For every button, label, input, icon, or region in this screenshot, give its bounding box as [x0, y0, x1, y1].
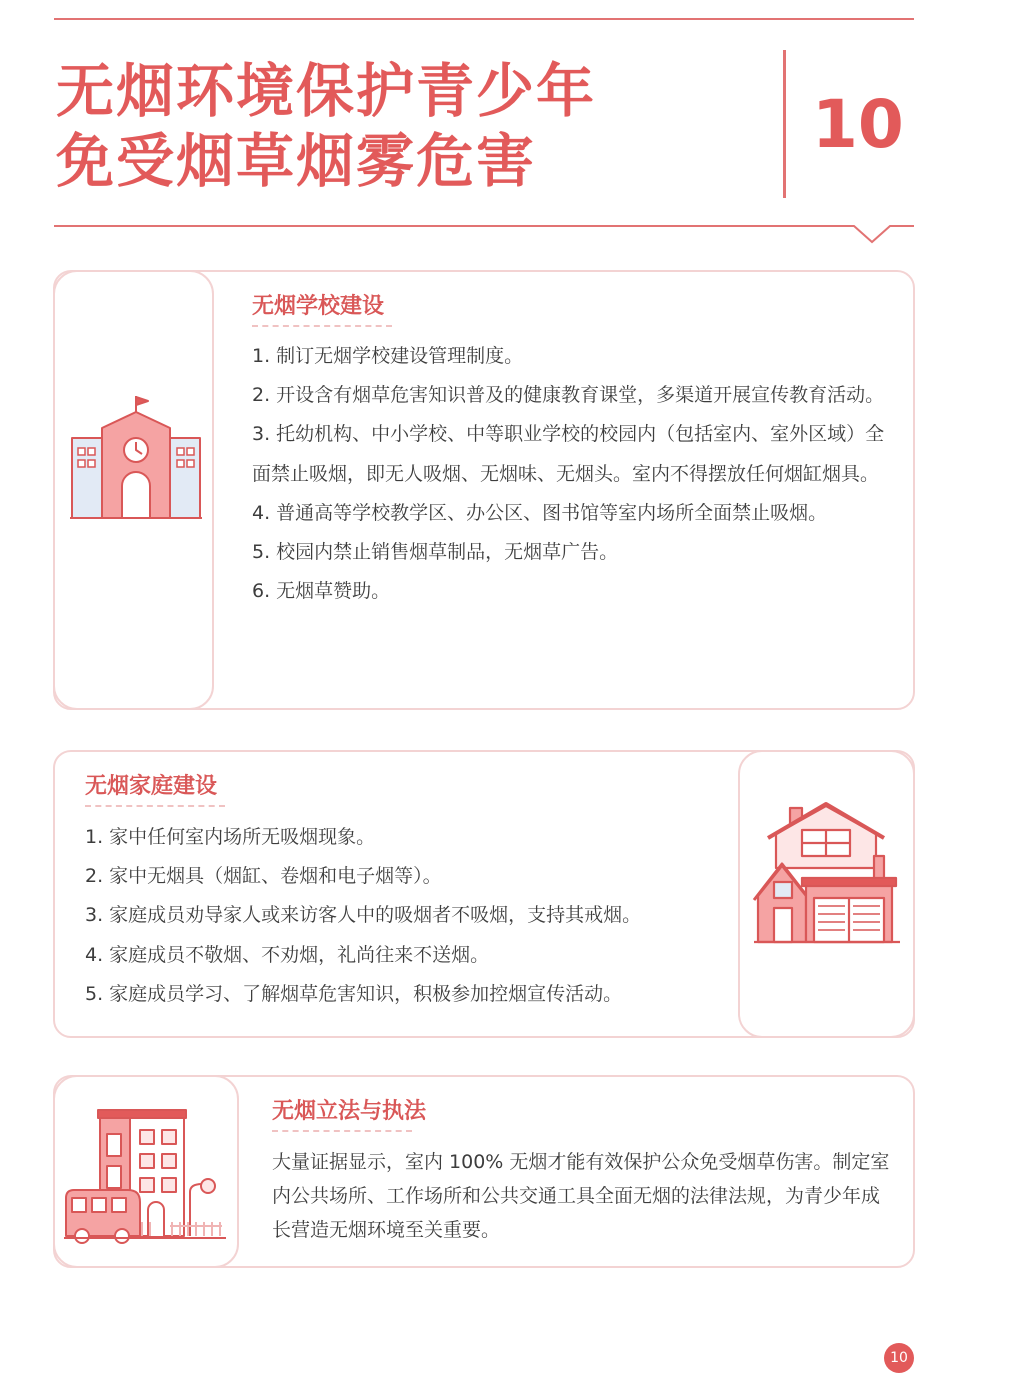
school-title-underline — [252, 325, 392, 327]
list-item: 3. 家庭成员劝导家人或来访客人中的吸烟者不吸烟，支持其戒烟。 — [85, 904, 642, 927]
page-title-line-1: 无烟环境保护青少年 — [56, 57, 597, 125]
list-item: 2. 家中无烟具（烟缸、卷烟和电子烟等）。 — [85, 865, 442, 888]
list-item: 1. 制订无烟学校建设管理制度。 — [252, 345, 524, 367]
school-building-icon — [68, 392, 204, 522]
page-title-line-2: 免受烟草烟雾危害 — [56, 127, 537, 195]
header-divider — [783, 50, 786, 198]
top-rule — [54, 18, 914, 20]
list-item: 2. 开设含有烟草危害知识普及的健康教育课堂，多渠道开展宣传教育活动。 — [252, 384, 885, 407]
city-street-icon — [62, 1104, 230, 1244]
list-item: 4. 家庭成员不敬烟、不劝烟，礼尚往来不送烟。 — [85, 943, 490, 966]
list-item: 4. 普通高等学校教学区、办公区、图书馆等室内场所全面禁止吸烟。 — [252, 501, 828, 524]
legislation-paragraph: 大量证据显示，室内 100% 无烟才能有效保护公众免受烟草伤害。制定室内公共场所、工作场所和公共交通工具全面无烟的法律法规，为青少年成长营造无烟环境至关重要。 — [272, 1151, 890, 1241]
legislation-title-underline — [272, 1130, 412, 1132]
school-section-title: 无烟学校建设 — [252, 294, 385, 319]
list-item: 5. 校园内禁止销售烟草制品，无烟草广告。 — [252, 541, 619, 564]
page-number-badge: 10 — [884, 1343, 914, 1373]
list-item: 5. 家庭成员学习、了解烟草危害知识，积极参加控烟宣传活动。 — [85, 982, 623, 1005]
house-icon — [752, 800, 902, 950]
list-item: 3. 托幼机构、中小学校、中等职业学校的校园内（包括室内、室外区域）全面禁止吸烟，即无人吸烟、无烟味、无烟头。室内不得摆放任何烟缸烟具。 — [252, 423, 885, 485]
list-item: 1. 家中任何室内场所无吸烟现象。 — [85, 826, 376, 848]
chapter-number: 10 — [812, 86, 904, 163]
header-bottom-rule — [54, 222, 916, 246]
home-section-title: 无烟家庭建设 — [85, 774, 218, 799]
legislation-section-title: 无烟立法与执法 — [272, 1099, 427, 1124]
home-item-list — [85, 818, 725, 1014]
school-item-list — [252, 337, 897, 611]
list-item: 6. 无烟草赞助。 — [252, 580, 391, 603]
home-title-underline — [85, 805, 225, 807]
